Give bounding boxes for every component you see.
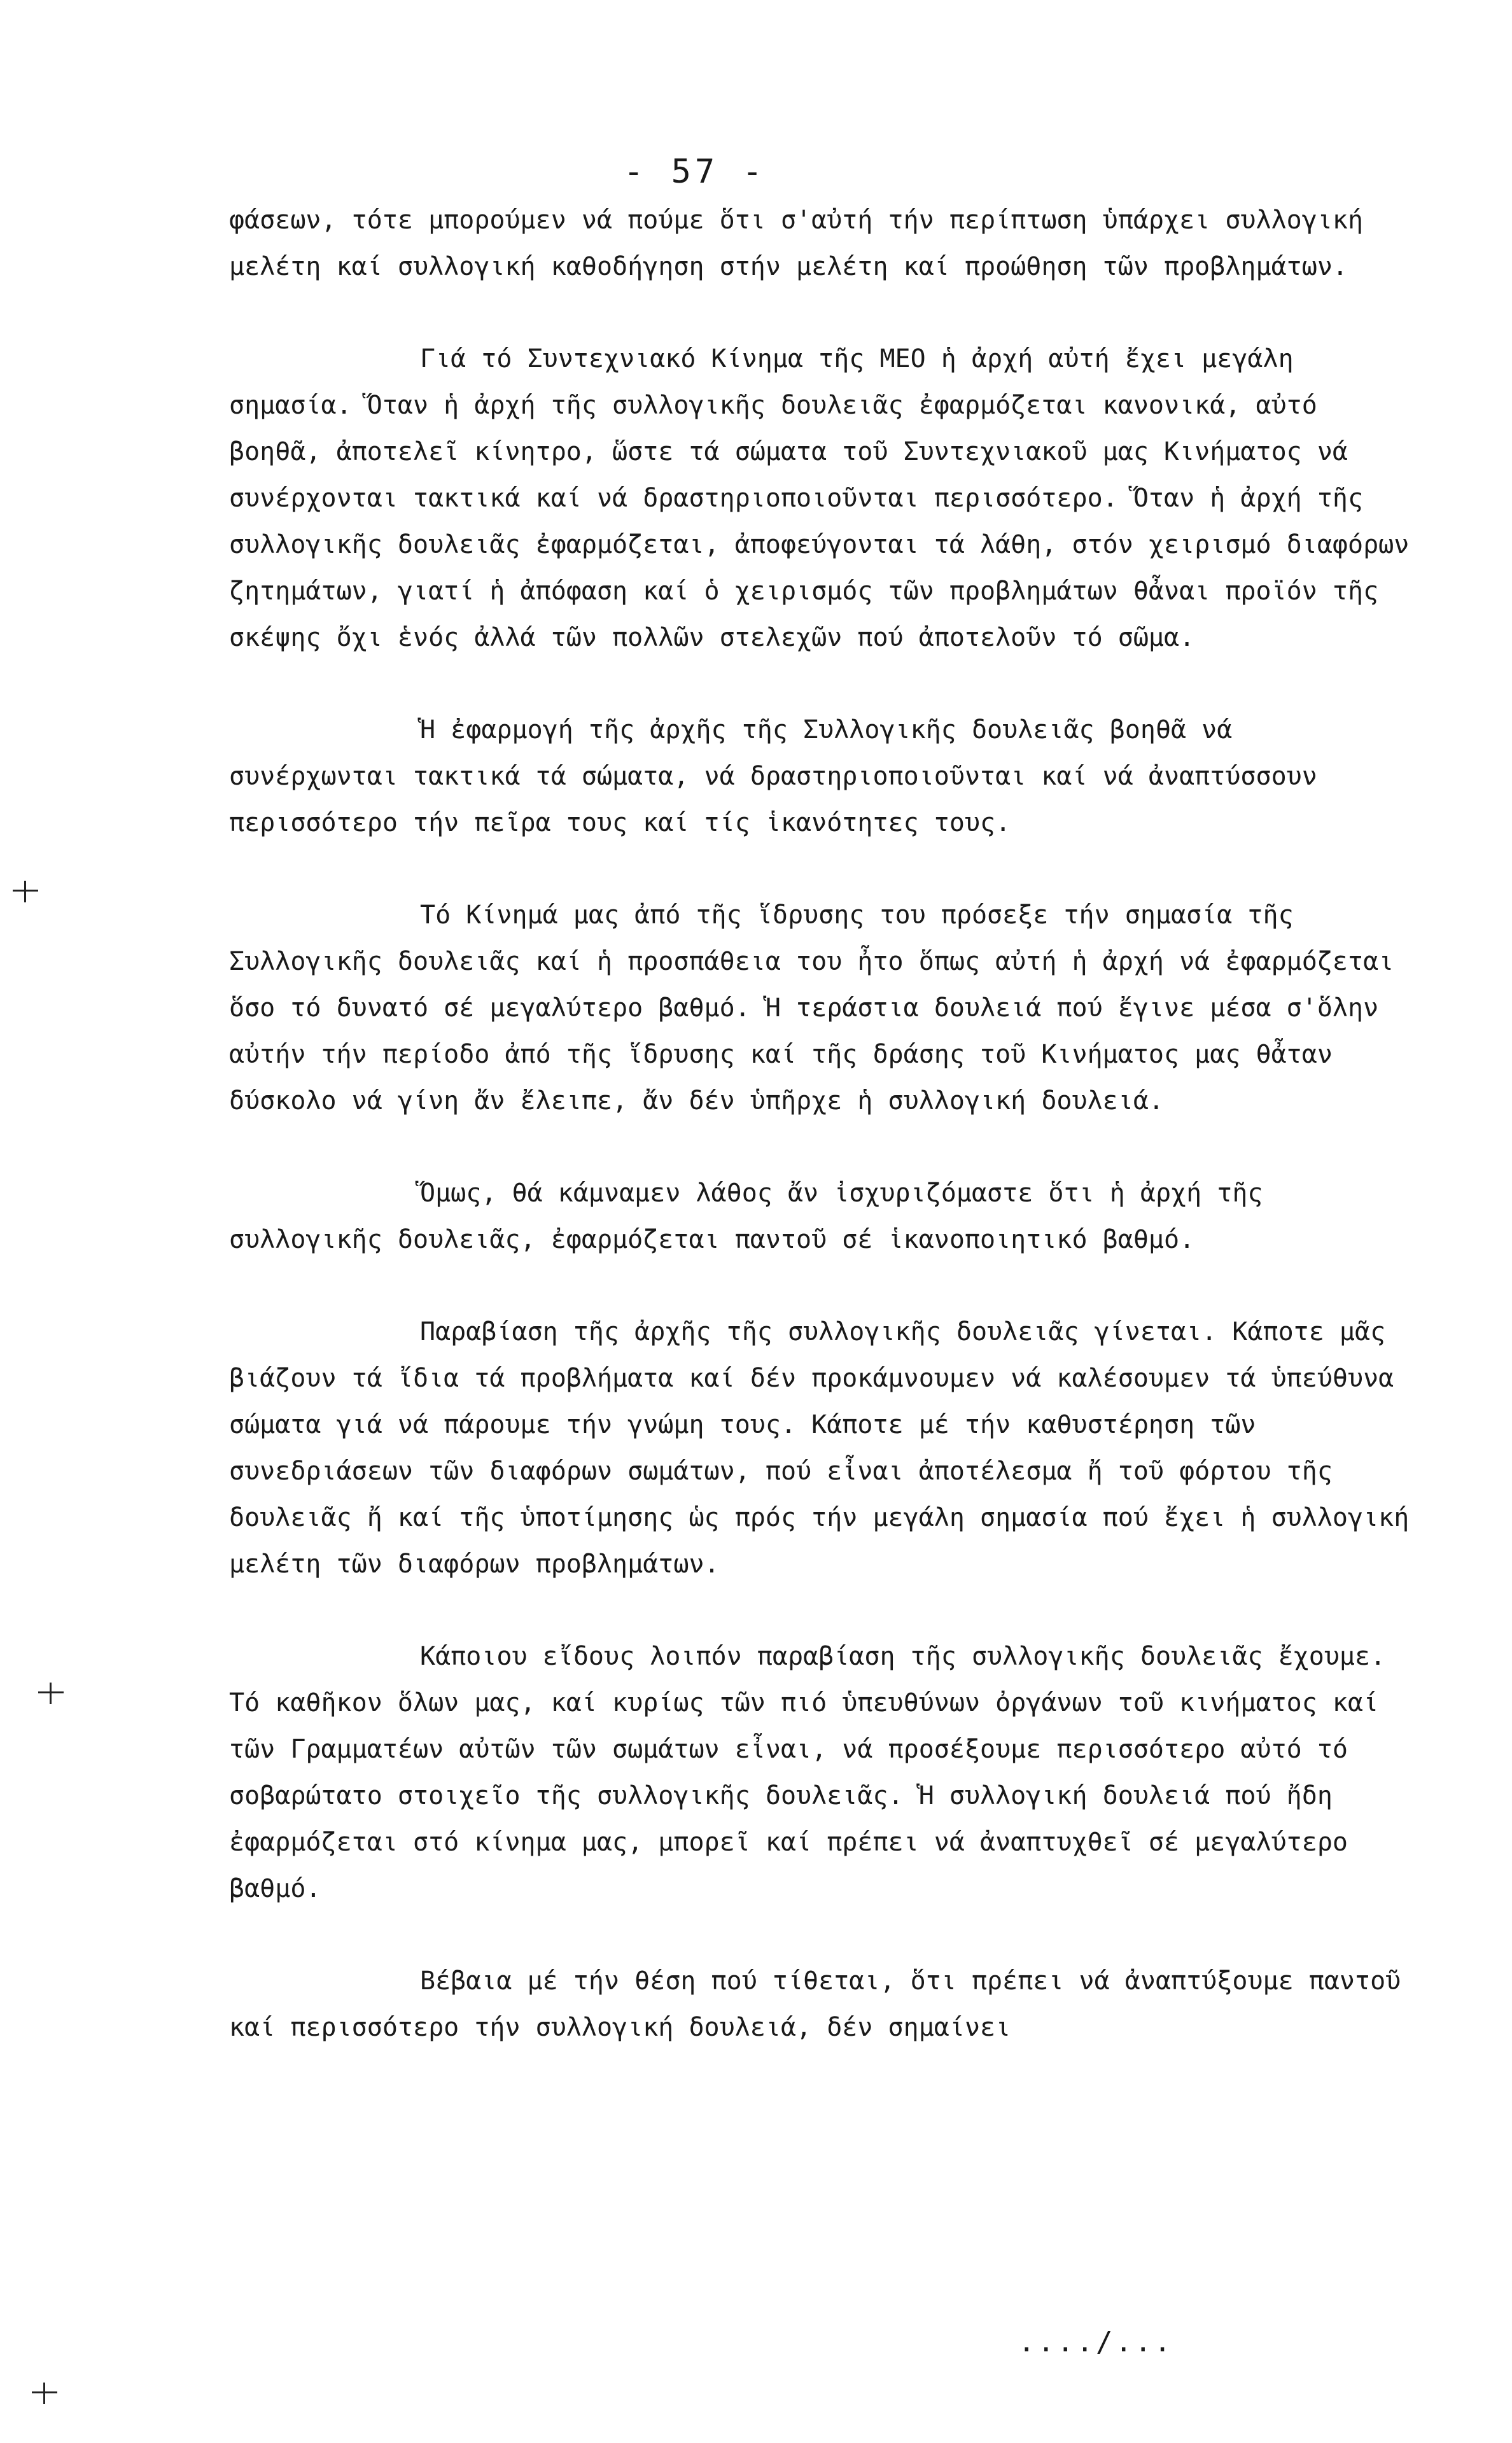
paragraph-2: Γιά τό Συντεχνιακό Κίνημα τῆς ΜΕΟ ἡ ἀρχή αὐτή ἔχει μεγάλη σημασία. Ὅταν ἡ ἀρχή τῆς συλλογικῆς δουλειᾶς ἐφαρμόζεται κανονικά, αὐτό βοηθᾶ, ἀποτελεῖ κίνητρο, ὥστε τά σώματα τοῦ Συντεχνιακοῦ μας Κινήματος νά συνέρχονται τακτικά καί νά δραστηριοποιοῦνται περισσότερο. Ὅταν ἡ ἀρχή τῆς συλλογικῆς δουλειᾶς ἐφαρμόζεται, ἀποφεύγονται τά λάθη, στόν χειρισμό διαφόρων ζητημάτων, γιατί ἡ ἀπόφαση καί ὁ χειρισμός τῶν προβλημάτων θἆναι προϊόν τῆς σκέψης ὄχι ἑνός ἀλλά τῶν πολλῶν στελεχῶν πού ἀποτελοῦν τό σῶμα. xyxy=(229,344,1410,652)
paragraph-5: Ὅμως, θά κάμναμεν λάθος ἄν ἰσχυριζόμαστε ὅτι ἡ ἀρχή τῆς συλλογικῆς δουλειᾶς, ἐφαρμόζεται παντοῦ σέ ἱκανοποιητικό βαθμό. xyxy=(229,1179,1263,1254)
paragraph-7: Κάποιου εἴδους λοιπόν παραβίαση τῆς συλλογικῆς δουλειᾶς ἔχουμε. Τό καθῆκον ὅλων μας, καί κυρίως τῶν πιό ὑπευθύνων ὀργάνων τοῦ κινήματος καί τῶν Γραμματέων αὐτῶν τῶν σωμάτων εἶναι, νά προσέξουμε περισσότερο αὐτό τό σοβαρώτατο στοιχεῖο τῆς συλλογικῆς δουλειᾶς. Ἡ συλλογική δουλειά πού ἤδη ἐφαρμόζεται στό κίνημα μας, μπορεῖ καί πρέπει νά ἀναπτυχθεῖ σέ μεγαλύτερο βαθμό. xyxy=(229,1642,1386,1903)
binder-mark-icon xyxy=(32,2380,57,2405)
page-number: - 57 - xyxy=(624,153,766,191)
paragraph-8: Βέβαια μέ τήν θέση πού τίθεται, ὅτι πρέπει νά ἀναπτύξουμε παντοῦ καί περισσότερο τήν συλλογική δουλειά, δέν σημαίνει xyxy=(229,1966,1401,2042)
binder-mark-icon xyxy=(38,1680,64,1705)
continuation-marker: ..../... xyxy=(1018,2326,1173,2358)
paragraph-1: φάσεων, τότε μπορούμεν νά πούμε ὅτι σ'αὐτή τήν περίπτωση ὑπάρχει συλλογική μελέτη καί συλλογική καθοδήγηση στήν μελέτη καί προώθηση τῶν προβλημάτων. xyxy=(229,206,1364,281)
paragraph-6: Παραβίαση τῆς ἀρχῆς τῆς συλλογικῆς δουλειᾶς γίνεται. Κάποτε μᾶς βιάζουν τά ἴδια τά προβλήματα καί δέν προκάμνουμεν νά καλέσουμεν τά ὑπεύθυνα σώματα γιά νά πάρουμε τήν γνώμη τους. Κάποτε μέ τήν καθυστέρηση τῶν συνεδριάσεων τῶν διαφόρων σωμάτων, πού εἶναι ἀποτέλεσμα ἤ τοῦ φόρτου τῆς δουλειᾶς ἤ καί τῆς ὑποτίμησης ὡς πρός τήν μεγάλη σημασία πού ἔχει ἡ συλλογική μελέτη τῶν διαφόρων προβλημάτων. xyxy=(229,1317,1410,1579)
body-text xyxy=(229,197,1413,2051)
paragraph-4: Τό Κίνημά μας ἀπό τῆς ἵδρυσης του πρόσεξε τήν σημασία τῆς Συλλογικῆς δουλειᾶς καί ἡ προσπάθεια του ἦτο ὅπως αὐτή ἡ ἀρχή νά ἐφαρμόζεται ὅσο τό δυνατό σέ μεγαλύτερο βαθμό. Ἡ τεράστια δουλειά πού ἔγινε μέσα σ'ὅλην αὐτήν τήν περίοδο ἀπό τῆς ἵδρυσης καί τῆς δράσης τοῦ Κινήματος μας θἆταν δύσκολο νά γίνη ἄν ἔλειπε, ἄν δέν ὑπῆρχε ἡ συλλογική δουλειά. xyxy=(229,900,1394,1116)
binder-mark-icon xyxy=(13,878,38,904)
paragraph-3: Ἡ ἐφαρμογή τῆς ἀρχῆς τῆς Συλλογικῆς δουλειᾶς βοηθᾶ νά συνέρχωνται τακτικά τά σώματα, νά δραστηριοποιοῦνται καί νά ἀναπτύσσουν περισσότερο τήν πεῖρα τους καί τίς ἱκανότητες τους. xyxy=(229,715,1317,837)
